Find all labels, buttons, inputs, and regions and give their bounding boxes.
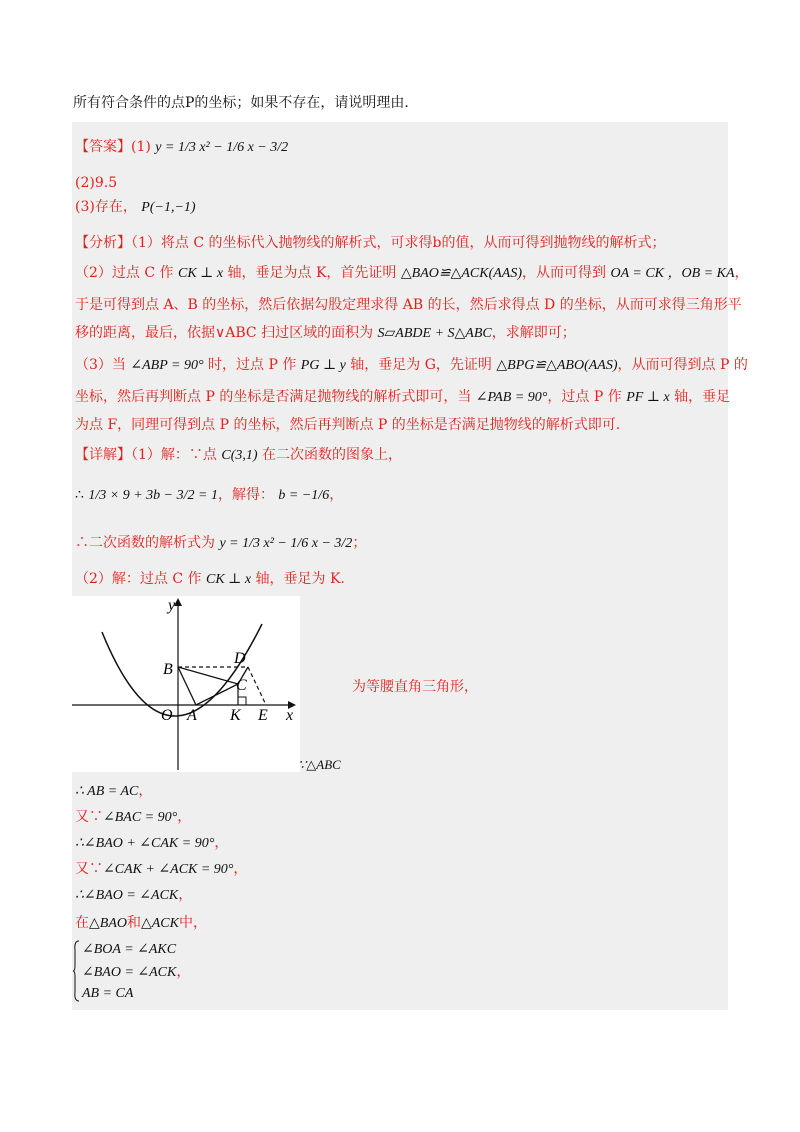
detail-d2e: ，	[329, 487, 344, 503]
detail-d3c: ；	[352, 535, 367, 551]
analysis-l2f: OA = CK ，OB = KA	[610, 266, 735, 281]
step-5-punct: ，	[178, 887, 193, 903]
label-a: A	[187, 707, 197, 724]
detail-line-3	[75, 532, 366, 555]
analysis-l6a: 坐标，然后再判断点 P 的坐标是否满足抛物线的解析式即可，当	[75, 389, 472, 405]
step-4-prefix: 又∵	[75, 861, 103, 877]
answer-line-1	[75, 136, 288, 159]
right-angle-mark	[238, 697, 246, 705]
analysis-l6b: ∠PAB = 90°	[475, 390, 548, 405]
detail-d4c: 轴，垂足为 K.	[255, 571, 345, 587]
analysis-l6c: ，过点 P 作	[547, 389, 622, 405]
step-6-a: 在	[75, 915, 89, 931]
analysis-l2d: △BAO≌△ACK(AAS)	[400, 266, 523, 281]
detail-d3a: ∴二次函数的解析式为	[75, 535, 215, 551]
segment-de	[248, 667, 266, 705]
figure-svg	[72, 596, 300, 772]
analysis-l6e: 轴，垂足	[674, 389, 731, 405]
step-1-expr: ∴ AB = AC	[75, 784, 139, 799]
answer-p3-point: P(−1,−1)	[141, 200, 196, 215]
parabola-figure	[72, 596, 300, 772]
analysis-tag: 【分析】	[75, 235, 131, 251]
analysis-l1: （1）将点 C 的坐标代入抛物线的解析式，可求得b的值，从而可得到抛物线的解析式；	[131, 235, 666, 251]
analysis-l2b: CK ⊥ x	[177, 266, 224, 281]
analysis-line-4	[75, 322, 576, 345]
label-k: K	[230, 707, 241, 724]
figure-because: ∵△ABC	[298, 757, 341, 772]
analysis-l5g: ，从而可得到点 P 的	[617, 357, 748, 373]
intro-text: 所有符合条件的点P的坐标；如果不存在，请说明理由.	[73, 95, 409, 111]
step-6-c: 和	[126, 915, 141, 931]
label-b: B	[163, 661, 173, 678]
step-1	[75, 780, 152, 803]
analysis-l5a: （3）当	[75, 357, 126, 373]
system-line-2-expr: ∠BAO = ∠ACK	[82, 965, 177, 980]
answer-tag: 【答案】	[75, 139, 131, 155]
label-c: C	[236, 677, 247, 694]
step-1-punct: ，	[138, 783, 153, 799]
label-d: D	[234, 650, 246, 667]
detail-tag: 【详解】	[75, 447, 131, 463]
analysis-line-1	[75, 232, 665, 254]
step-4-expr: ∠CAK + ∠ACK = 90°	[103, 862, 234, 877]
detail-line-2	[75, 484, 343, 507]
analysis-line-7: 为点 F，同理可得到点 P 的坐标，然后再判断点 P 的坐标是否满足抛物线的解析式即可.	[75, 417, 621, 433]
detail-d1b: C(3,1)	[221, 448, 258, 463]
system-line-2-punct: ，	[176, 964, 191, 980]
detail-d2b: 1/3 × 9 + 3b − 3/2 = 1	[88, 488, 218, 503]
step-6-b: △BAO	[89, 916, 127, 931]
step-2-prefix: 又∵	[75, 809, 103, 825]
answer-p1-label: (1)	[131, 139, 151, 155]
analysis-l5c: 时，过点 P 作	[208, 357, 297, 373]
analysis-l6d: PF ⊥ x	[626, 390, 670, 405]
system-line-1: ∠BOA = ∠AKC	[82, 942, 177, 957]
detail-d1a: （1）解：∵点	[131, 447, 217, 463]
answer-p3-label: (3)存在，	[75, 199, 137, 215]
step-6-d: △ACK	[140, 916, 179, 931]
step-3	[75, 832, 228, 855]
analysis-l5b: ∠ABP = 90°	[130, 358, 204, 373]
answer-p1-expr: y = 1/3 x² − 1/6 x − 3/2	[155, 140, 289, 155]
detail-d4a: （2）解：过点 C 作	[75, 571, 202, 587]
system-line-3: AB = CA	[82, 986, 134, 1001]
analysis-l2e: ，从而可得到	[522, 265, 607, 281]
step-6	[75, 912, 207, 935]
answer-line-2	[75, 172, 117, 194]
detail-d4b: CK ⊥ x	[205, 572, 252, 587]
analysis-line-3: 于是可得到点 A、B 的坐标，然后依据勾股定理求得 AB 的长，然后求得点 D 的坐标，从而可求得三角形平	[75, 297, 742, 313]
label-x: x	[286, 707, 294, 724]
analysis-l4b: S▱ABDE + S△ABC	[377, 326, 492, 341]
analysis-l5f: △BPG≌△ABO(AAS)	[496, 358, 618, 373]
label-o: O	[161, 707, 173, 724]
step-5-expr: ∴∠BAO = ∠ACK	[75, 888, 179, 903]
analysis-l2c: 轴，垂足为点 K，首先证明	[227, 265, 397, 281]
detail-line-4	[75, 568, 345, 591]
label-y: y	[168, 597, 176, 614]
answer-line-3	[75, 196, 196, 219]
detail-d2c: ，解得：	[217, 487, 274, 503]
system-brace	[73, 940, 79, 1002]
step-4-punct: ，	[233, 861, 248, 877]
label-e: E	[258, 707, 268, 724]
detail-d2a: ∴	[75, 487, 84, 503]
step-6-e: 中，	[178, 915, 207, 931]
detail-d1c: 在二次函数的图象上，	[262, 447, 402, 463]
detail-d3b: y = 1/3 x² − 1/6 x − 3/2	[219, 536, 353, 551]
step-3-punct: ，	[214, 835, 229, 851]
analysis-line-6	[75, 386, 730, 409]
analysis-l2a: （2）过点 C 作	[75, 265, 174, 281]
analysis-l4a: 移的距离，最后，依据∨ABC 扫过区域的面积为	[75, 325, 374, 341]
analysis-l4c: ，求解即可；	[491, 325, 576, 341]
step-2-expr: ∠BAC = 90°	[103, 810, 178, 825]
figure-note: 为等腰直角三角形，	[352, 679, 478, 695]
answer-p2: (2)9.5	[75, 175, 118, 191]
detail-d2d: b = −1/6	[278, 488, 330, 503]
step-2-punct: ，	[177, 809, 192, 825]
detail-line-1	[75, 444, 402, 467]
analysis-line-5	[75, 354, 748, 377]
step-4	[75, 858, 247, 881]
system-line-2	[82, 962, 190, 983]
analysis-l5e: 轴，垂足为 G，先证明	[350, 357, 492, 373]
step-3-expr: ∴∠BAO + ∠CAK = 90°	[75, 836, 215, 851]
analysis-l5d: PG ⊥ y	[300, 358, 346, 373]
triangle-abc	[178, 667, 238, 705]
step-5	[75, 884, 192, 907]
analysis-line-2	[75, 262, 749, 285]
step-2	[75, 806, 191, 829]
y-axis-arrow-icon	[174, 598, 182, 606]
analysis-l2g: ，	[734, 265, 749, 281]
